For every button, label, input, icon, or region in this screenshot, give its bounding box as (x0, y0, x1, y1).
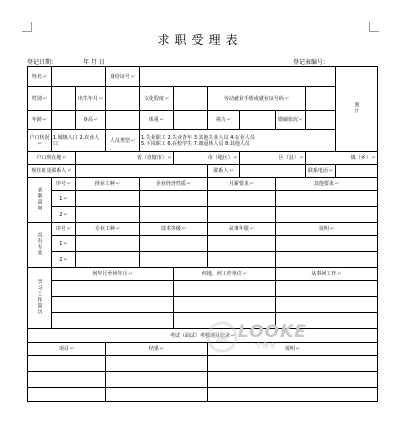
intent-row-1-no: 1 ↵ (52, 191, 76, 207)
history-col-period: 何年月至何年月 ↵ (52, 268, 174, 281)
skills-col-note: 说明 ↵ (276, 223, 378, 236)
intent-row-2-no: 2 ↵ (52, 207, 76, 223)
birth-label: 出生年月 ↵ (76, 87, 106, 111)
exam-row-3-note[interactable] (208, 388, 378, 402)
intent-row-2-enterprise[interactable] (140, 207, 208, 223)
skills-row-2-level[interactable] (140, 252, 208, 268)
province-field[interactable]: 省（直辖市） ↵ (76, 152, 174, 165)
exam-row-3-item[interactable] (28, 388, 106, 402)
history-col-job: 从事何工作 ↵ (276, 268, 378, 281)
skills-row-2-trade[interactable] (76, 252, 140, 268)
skills-col-years: 从事年限 ↵ (208, 223, 276, 236)
person-type-options-line1: 1.失业职工 2.失业青年 3.其他失业人员 4.在业人员 (141, 134, 255, 141)
hukou-label: 户口状况 ↵ (28, 130, 52, 152)
skills-row-2-years[interactable] (208, 252, 276, 268)
intent-col-no: 序号 ↵ (52, 178, 76, 191)
education-value[interactable] (174, 87, 208, 111)
height-label: 身高 ↵ (76, 111, 106, 130)
skills-row-1-no: 1 ↵ (52, 236, 76, 252)
marital-value[interactable] (306, 111, 336, 130)
history-row-3-period[interactable] (52, 313, 174, 329)
intent-row-1-other[interactable] (276, 191, 378, 207)
skills-row-1-trade[interactable] (76, 236, 140, 252)
age-label: 年龄 ↵ (28, 111, 52, 130)
exam-col-note: 说明 ↵ (208, 343, 378, 356)
intent-col-other: 其他要求 ↵ (276, 178, 378, 191)
person-type-label: 人员类型 ↵ (106, 130, 140, 152)
photo-box (336, 67, 378, 152)
age-value[interactable] (52, 111, 76, 130)
exam-col-result: 结果 ↵ (106, 343, 208, 356)
phone-label: 联系电话 ↵ (306, 165, 336, 178)
reg-date-fields: 年 月 日 (83, 59, 105, 66)
intent-side-label: 求职意向 (28, 178, 52, 223)
reg-date-label: 登记日期： (27, 59, 58, 66)
height-value[interactable] (106, 111, 140, 130)
intent-row-2-job[interactable] (76, 207, 140, 223)
watermark-cn: 中鲁客 (255, 342, 276, 350)
exam-row-2-item[interactable] (28, 372, 106, 388)
page-title: 求职受理表 (157, 33, 243, 47)
history-row-1-job[interactable] (276, 281, 378, 297)
id-number-value[interactable] (140, 67, 336, 87)
birth-value[interactable] (106, 87, 140, 111)
gender-label: 性别 ↵ (28, 87, 52, 111)
skills-col-level: 技术等级 ↵ (140, 223, 208, 236)
exam-section-title: 考试（面试）考核项目记录 ↵ (28, 329, 378, 343)
reg-number-label: 登记表编号： (293, 59, 330, 66)
vision-value[interactable] (240, 111, 276, 130)
intent-col-job: 择业工种 ↵ (76, 178, 140, 191)
town-field[interactable]: 镇（乡） ↵ (306, 152, 378, 165)
employment-cert-value[interactable] (306, 87, 336, 111)
exam-row-2-result[interactable] (106, 372, 208, 388)
phone-value[interactable] (336, 165, 378, 178)
person-type-options-line2: 5.下岗职工 6.在校学生 7.离退休人员 8.其他人员 (141, 140, 250, 147)
history-row-2-job[interactable] (276, 297, 378, 313)
application-form-table (27, 66, 378, 402)
history-row-1-employer[interactable] (174, 281, 276, 297)
contact-value[interactable] (240, 165, 306, 178)
weight-value[interactable] (174, 111, 208, 130)
intent-row-1-salary[interactable] (208, 191, 276, 207)
education-label: 文化程度 ↵ (140, 87, 174, 111)
history-row-2-employer[interactable] (174, 297, 276, 313)
history-col-employer: 何地、何工作单位 ↵ (174, 268, 276, 281)
name-label: 姓名 ↵ (28, 67, 52, 87)
city-field[interactable]: 市（地区） ↵ (174, 152, 240, 165)
exam-row-3-result[interactable] (106, 388, 208, 402)
district-field[interactable]: 区（县） ↵ (240, 152, 306, 165)
address-value[interactable] (76, 165, 208, 178)
exam-row-1-item[interactable] (28, 356, 106, 372)
exam-col-item: 项目 ↵ (28, 343, 106, 356)
employment-cert-label: 劳动就业手册或就业证号码 ↵ (208, 87, 306, 111)
intent-row-1-job[interactable] (76, 191, 140, 207)
history-side-label: 学习工作简历 (28, 268, 52, 329)
marital-label: 婚姻状况 ↵ (276, 111, 306, 130)
intent-col-enterprise: 企业经济性质 ↵ (140, 178, 208, 191)
skills-row-2-no: 2 ↵ (52, 252, 76, 268)
skills-row-1-note[interactable] (276, 236, 378, 252)
intent-row-1-enterprise[interactable] (140, 191, 208, 207)
intent-col-salary: 月薪要求 ↵ (208, 178, 276, 191)
address-label: 现住址及联系人 ↵ (28, 165, 76, 178)
id-number-label: 身份证号 ↵ (106, 67, 140, 87)
skills-row-1-years[interactable] (208, 236, 276, 252)
contact-label: 联系人 ↵ (208, 165, 240, 178)
skills-col-no: 序号 ↵ (52, 223, 76, 236)
exam-row-1-note[interactable] (208, 356, 378, 372)
exam-row-1-result[interactable] (106, 356, 208, 372)
skills-row-1-level[interactable] (140, 236, 208, 252)
photo-label: 照片 (353, 102, 360, 114)
exam-row-2-note[interactable] (208, 372, 378, 388)
hukou-options[interactable]: 1.城镇人口 2.农业人口 (52, 130, 106, 152)
intent-row-2-other[interactable] (276, 207, 378, 223)
hukou-location-label: 户口所在地 ↵ (28, 152, 76, 165)
skills-col-trade: 专业工种 ↵ (76, 223, 140, 236)
skills-row-2-note[interactable] (276, 252, 378, 268)
person-type-options[interactable] (140, 130, 336, 152)
intent-row-2-salary[interactable] (208, 207, 276, 223)
vision-label: 视力 ↵ (208, 111, 240, 130)
gender-value[interactable] (52, 87, 76, 111)
name-value[interactable] (52, 67, 106, 87)
weight-label: 体重 ↵ (140, 111, 174, 130)
history-row-2-period[interactable] (52, 297, 174, 313)
watermark-brand: LOOKE (238, 322, 307, 342)
history-row-1-period[interactable] (52, 281, 174, 297)
skills-side-label: 具有专业 (28, 223, 52, 268)
